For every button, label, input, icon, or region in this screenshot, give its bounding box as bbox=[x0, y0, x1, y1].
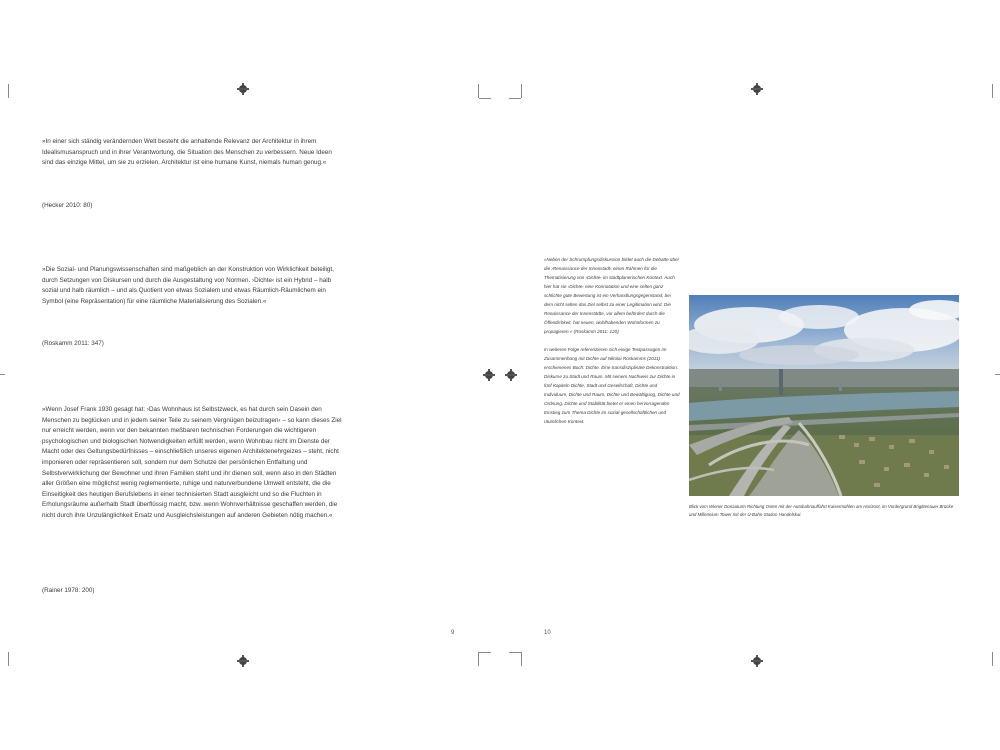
photo-caption: Blick vom Wiener Donauturm Richtung Osten mit der Autobahnauffahrt Kaisermühlen am Horizont, im Vordergrund Brigittenauer Brücke und Millennium Tower mit der U-Bahn-Station Handelskai. bbox=[689, 504, 954, 517]
crop-mark bbox=[479, 652, 491, 653]
crop-mark bbox=[478, 84, 479, 98]
crop-mark bbox=[509, 652, 521, 653]
sidenote-paragraph: In weiteren Folge referenzieren sich einige Textpassagen im Zusammenhang mit Dichte auf Nikolai Roskamms (2011) erschienenes Buch: Dichte. Eine transdisziplinäre Dekonstruktion. Diskurse zu Stadt und Raum. Mit seinem Nachweis zur Dichte in fünf Kapiteln Dichte, Stadt und Gesellschaft, Dichte und Individuum, Dichte und Raum, Dichte und Bewältigung, Dichte und Ordnung, Dichte und Stabilität bietet er einen hervorragenden Einstieg zum Thema Dichte im sozial-gesellschaftlichen und räumlichen Kontext. bbox=[544, 347, 680, 424]
crop-mark bbox=[509, 98, 521, 99]
page-number-left: 9 bbox=[451, 630, 455, 636]
crop-mark bbox=[992, 84, 993, 98]
quote-text: »In einer sich ständig verändernden Welt besteht die anhaltende Relevanz der Architektur in ihrem Idealismusanspruch und in ihrer Verantwortung, die Situation des Menschen zu verbessern. Neue Ideen sind das einzige Mittel, um sie zu erzielen. Architektur ist eine humane Kunst, niemals human genug.« bbox=[42, 138, 332, 167]
quote-block-3 bbox=[42, 405, 342, 605]
crop-mark bbox=[479, 98, 491, 99]
crop-mark bbox=[8, 84, 9, 98]
crop-mark bbox=[521, 84, 522, 98]
quote-text: »Wenn Josef Frank 1930 gesagt hat: ›Das Wohnhaus ist Selbstzweck, es hat durch sein Dasein den Menschen zu beglücken und in jedem seiner Teile zu seinem Vergnügen beizutragen‹ – so kann dieses Ziel nur erreicht werden, wenn vor den bekannten meßbaren technischen Forderungen die wichtigeren psychologischen und biologischen Notwendigkeiten erfüllt werden, wenn Wohnbau nicht im Dienste der Macht oder des Geltungsbedürfnisses – einschließlich unseres eigenen Architektenehrgeizes – steht, nicht imponieren oder repräsentieren soll, sondern nur dem Schutze der persönlichen Entfaltung und Selbstverwirklichung der Bewohner und ihren Familien steht und ihr dienen soll, wenn also in den Städten aller Größen eine möglichst wenig reglementierte, ruhige und naturverbundene Umwelt entsteht, die die Einseitigkeit des heutigen Berufslebens in einer technisierten Stadt ausgleicht und so die Fluchten in Erholungsräume außerhalb Stadt überflüssig macht, bzw. wenn Wohnverhältnisse geschaffen werden, die nicht durch ihre Unzulänglichkeit Ersatz und Ausgleichsleistungen auf anderen Gebieten nötig machen.« bbox=[42, 406, 342, 519]
crop-mark bbox=[0, 374, 5, 375]
page-number-right: 10 bbox=[544, 630, 551, 636]
sidenote-column bbox=[544, 255, 680, 426]
aerial-city-photo bbox=[689, 295, 959, 496]
registration-mark bbox=[237, 655, 249, 667]
quote-block-2 bbox=[42, 265, 342, 350]
registration-mark bbox=[751, 655, 763, 667]
quote-citation: (Hecker 2010: 80) bbox=[42, 202, 93, 209]
quote-citation: (Roskamm 2011: 347) bbox=[42, 340, 104, 347]
quote-text: »Die Sozial- und Planungswissenschaften sind maßgeblich an der Konstruktion von Wirklichkeit beteiligt, durch Setzungen von Diskursen und durch die Ausgestaltung von Normen. ›Dichte‹ ist ein Hybrid – halb sozial und halb räumlich – und als Quotient von etwas Sozialem und etwas Räumlich-Räumlichem ein Symbol (eine Repräsentation) für eine räumliche Materialisierung des Sozialen.« bbox=[42, 266, 334, 305]
registration-mark bbox=[237, 83, 249, 95]
quote-block-1 bbox=[42, 137, 342, 217]
quote-citation: (Rainer 1978: 200) bbox=[42, 587, 95, 594]
crop-mark bbox=[8, 652, 9, 666]
crop-mark bbox=[995, 374, 1000, 375]
crop-mark bbox=[478, 652, 479, 666]
crop-mark bbox=[521, 652, 522, 666]
registration-mark bbox=[483, 369, 495, 381]
registration-mark bbox=[505, 369, 517, 381]
crop-mark bbox=[992, 652, 993, 666]
registration-mark bbox=[751, 83, 763, 95]
sidenote-paragraph: »Neben der Schrumpfungsdiskussion bildet auch die Debatte über die ›Renaissance der Innenstadt‹ einen Rahmen für die Thematisierung von ›Dichte‹ im stadtplanerischen Kontext. Auch hier hat sie ›Dichte‹ eine Konnotation und eine selten ganz schlichte gute Bewertung ist ein Verhandlungsgegenstand, bei dem nicht selten das Ziel selbst zu einer Legitimation wird. Die Renaissance der Innenstädte, vor allem befördert durch die Öffentlichkeit, hat neuen, wohlhabenden Wohnformen zu propagieren.« (Roskamm 2011: 120) bbox=[544, 257, 680, 334]
